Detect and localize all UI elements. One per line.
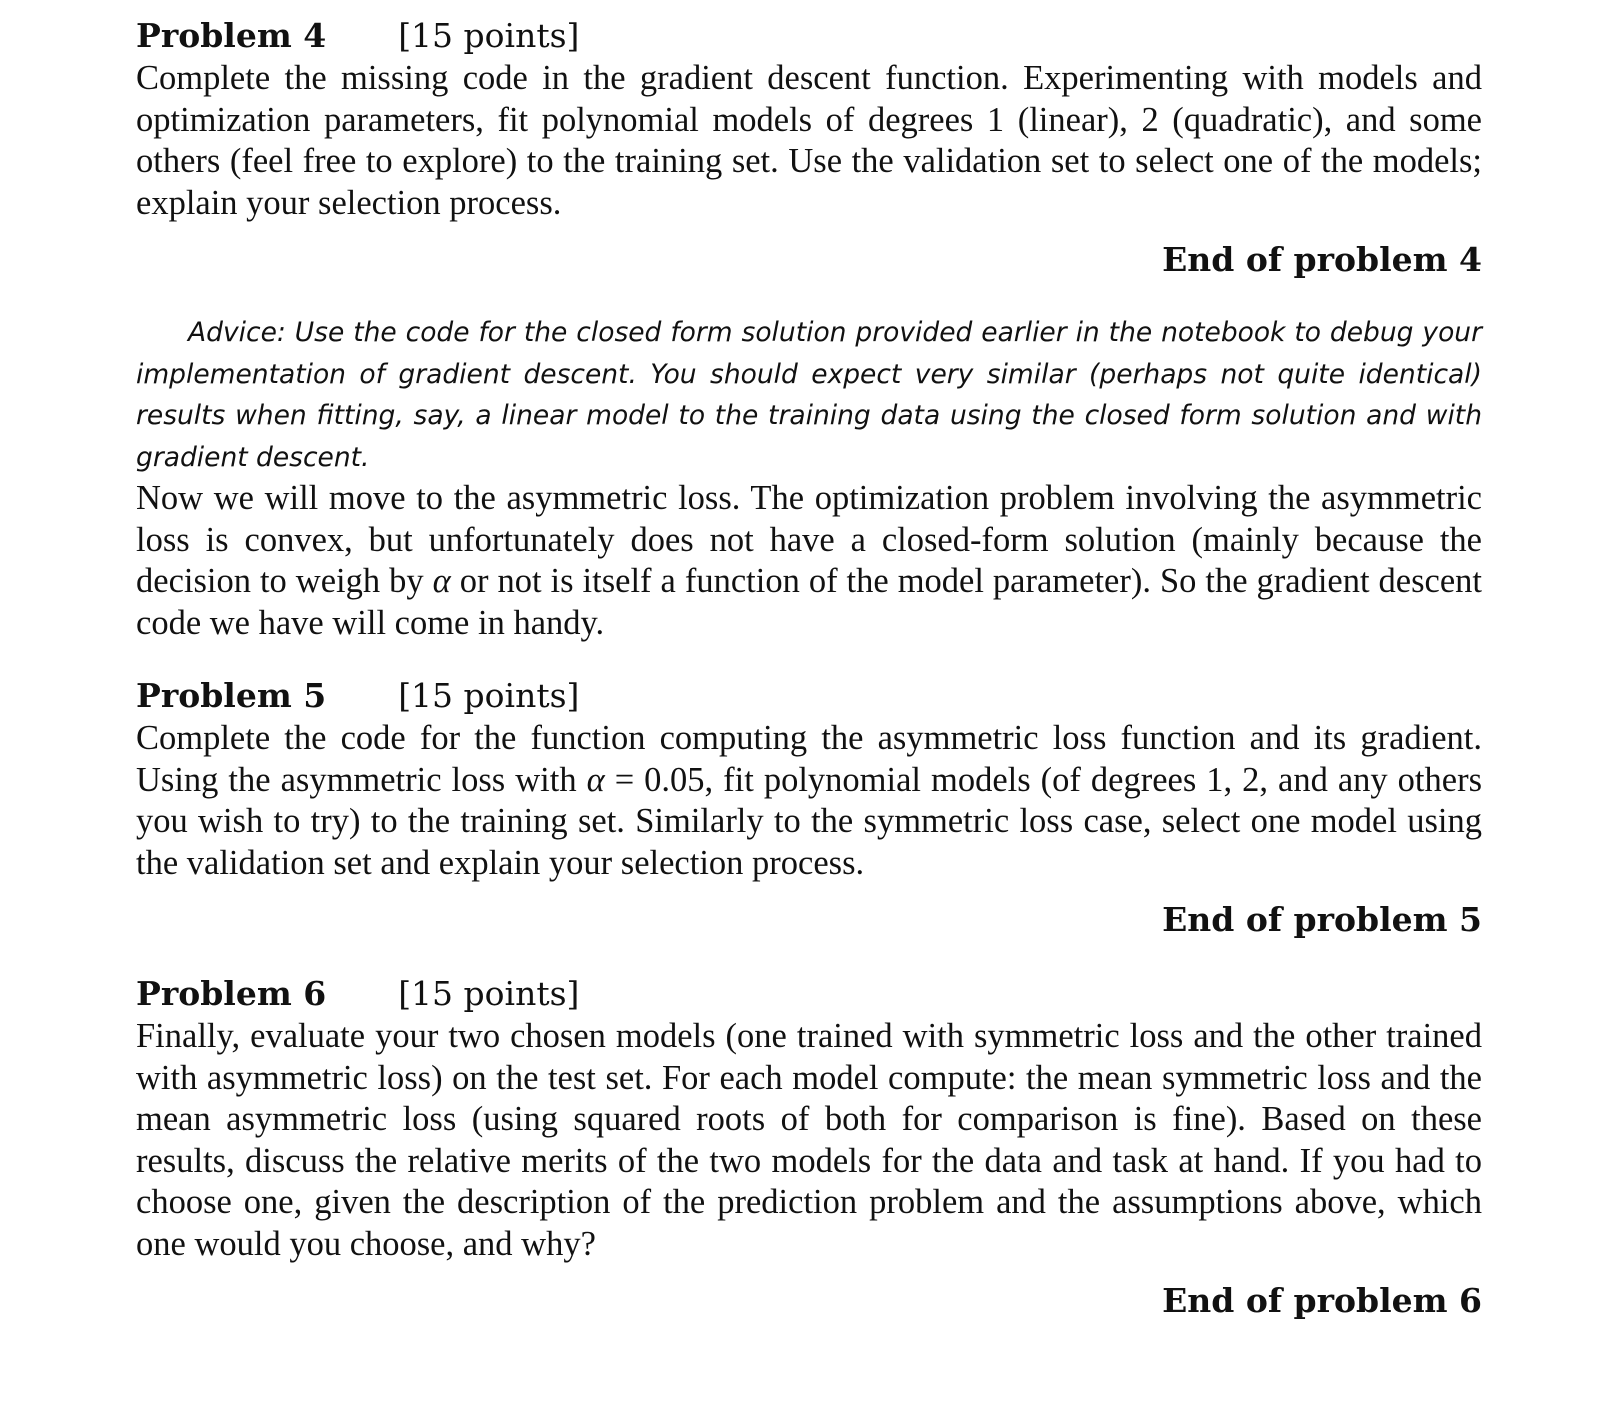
- problem-4-points: [15 points]: [398, 16, 580, 55]
- problem-5-text-a: Complete the code for the function computing the asymmetric loss function and its gradient. Using the asymmetric loss with: [136, 719, 1482, 799]
- problem-4-heading: [136, 14, 1482, 58]
- transition-text-b: or not is itself a function of the model parameter). So the gradient descent code we have will come in handy.: [136, 562, 1483, 642]
- problem-5-points: [15 points]: [398, 676, 580, 715]
- problem-4-text: Complete the missing code in the gradient descent function. Experimenting with models and optimization parameters, fit polynomial models of degrees 1 (linear), 2 (quadratic), and some others (feel free to explore) to the training set. Use the validation set to select one of the models; explain your selection process.: [136, 59, 1482, 222]
- problem-5-heading: [136, 674, 1482, 718]
- problem-6-heading: [136, 972, 1482, 1016]
- problem-5-text: [136, 718, 1482, 884]
- advice-paragraph: Advice: Use the code for the closed form solution provided earlier in the notebook to debug your implementation of gradient descent. You should expect very similar (perhaps not quite identical) results when fitting, say, a linear model to the training data using the closed form solution and with gradient descent.: [136, 317, 1482, 473]
- problem-6-text: Finally, evaluate your two chosen models (one trained with symmetric loss and the other trained with asymmetric loss) on the test set. For each model compute: the mean symmetric loss and the mean asymmetric loss (using squared roots of both for comparison is fine). Based on these results, discuss the relative merits of the two models for the data and task at hand. If you had to choose one, given the description of the prediction problem and the assumptions above, which one would you choose, and why?: [136, 1017, 1482, 1263]
- problem-6-label: Problem 6: [136, 974, 327, 1013]
- document-page: [136, 14, 1482, 1323]
- problem-5-label: Problem 5: [136, 676, 327, 715]
- alpha-symbol: α: [432, 562, 451, 600]
- problem-6-points: [15 points]: [398, 974, 580, 1013]
- problem-4-label: Problem 4: [136, 16, 327, 55]
- problem-6-end: End of problem 6: [1162, 1281, 1482, 1320]
- transition-text-a: Now we will move to the asymmetric loss. The optimization problem involving the asymmetric loss is convex, but unfortunately does not have a closed-form solution (mainly because the decision to weigh by: [136, 479, 1482, 600]
- problem-5-text-b: = 0.05, fit polynomial models (of degrees 1, 2, and any others you wish to try) to the training set. Similarly to the symmetric loss case, select one model using the validation set and explain your selection process.: [136, 760, 1482, 882]
- problem-4-end: End of problem 4: [1162, 240, 1482, 279]
- problem-5-end: End of problem 5: [1162, 900, 1482, 939]
- asymmetric-transition-paragraph: [136, 478, 1482, 644]
- alpha-symbol: α: [586, 760, 605, 799]
